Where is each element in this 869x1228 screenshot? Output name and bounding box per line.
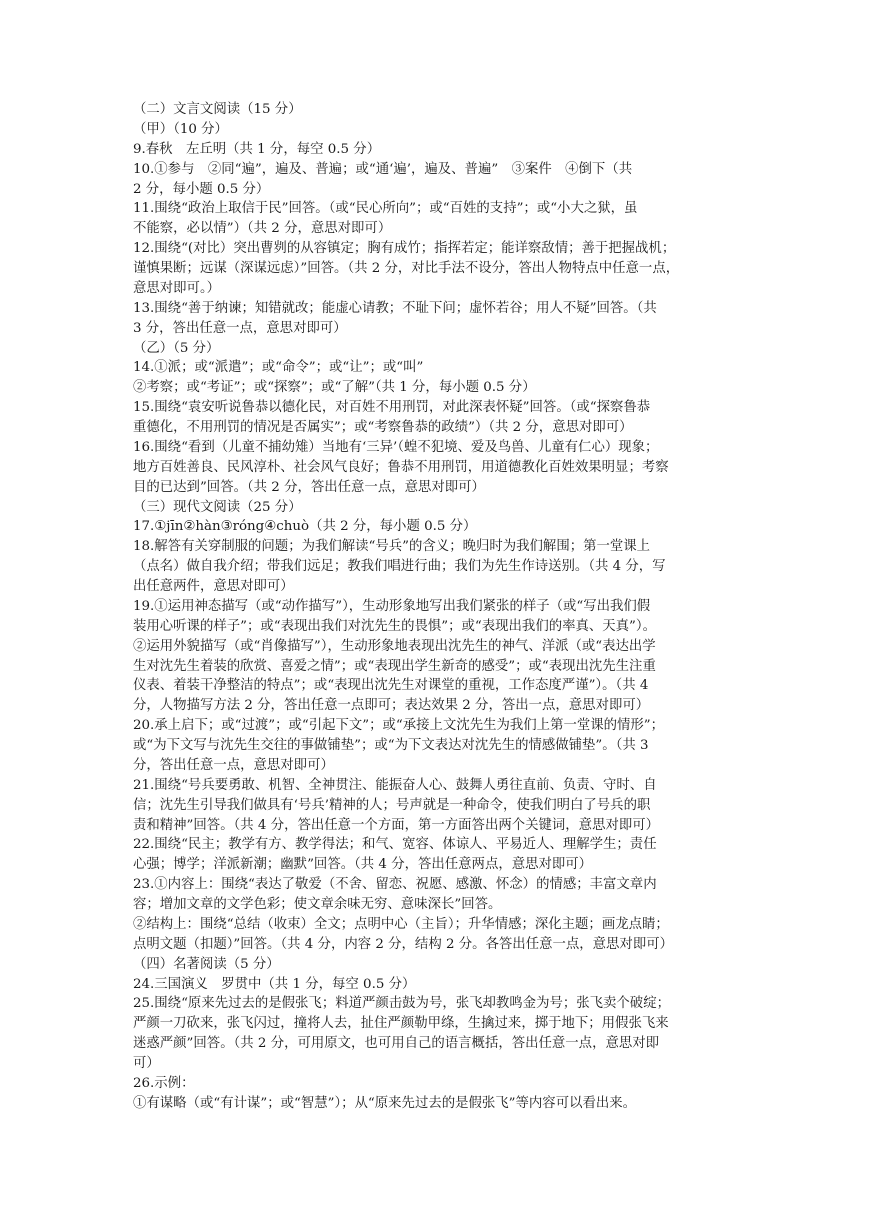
text-line: 或“为下文写与沈先生交往的事做铺垫”；或“为下文表达对沈先生的情感做铺垫”。（共 3 [133,738,649,753]
text-line: 地方百姓善良、民风淳朴、社会风气良好；鲁恭不用刑罚，用道德教化百姓效果明显；考察 [133,459,669,475]
text-line: 21.围绕“号兵要勇敢、机智、全神贯注、能振奋人心、鼓舞人勇往直前、负责、守时、自 [133,777,657,793]
text-line: 重德化，不用刑罚的情况是否属实”；或“考察鲁恭的政绩”）（共 2 分，意思对即可） [133,420,633,435]
text-line: 14.①派；或“派遣”；或“命令”；或“让”；或“叫” [133,360,424,376]
text-line: 可） [133,1056,160,1071]
text-line: （四）名著阅读（5 分） [133,956,280,972]
text-line: 生对沈先生着装的欣赏、喜爱之情”；或“表现出学生新奇的感受”；或“表现出沈先生注重 [133,658,656,674]
text-line: 不能察，必以情”）（共 2 分，意思对即可） [133,221,392,237]
text-line: （二）文言文阅读（15 分） [133,102,302,117]
text-line: 17.①jīn②hàn③róng④chuò（共 2 分，每小题 0.5 分） [133,519,477,535]
text-line: ②考察；或“考证”；或“探察”；或“了解”（共 1 分，每小题 0.5 分） [133,380,536,396]
text-line: 20.承上启下；或“过渡”；或“引起下文”；或“承接上文沈先生为我们上第一堂课的情形”； [133,718,665,734]
text-line: 谨慎果断；远谋（深谋远虑）”回答。（共 2 分，对比手法不设分，答出人物特点中任意一点， [133,261,680,276]
text-line: ①有谋略（或“有计谋”；或“智慧”）；从“原来先过去的是假张飞”等内容可以看出来。 [133,1095,637,1111]
text-line: 2 分，每小题 0.5 分） [133,181,270,197]
text-line: （三）现代文阅读（25 分） [133,499,302,515]
text-line: 装用心听课的样子”；或“表现出我们对沈先生的畏惧”；或“表现出我们的率真、天真”）。 [133,618,656,634]
text-line: 容；增加文章的文学色彩；使文章余味无穷、意味深长”回答。 [133,897,502,912]
text-line: 点明文题（扣题）”回答。（共 4 分，内容 2 分，结构 2 分。各答出任意一点，意思对即可） [133,936,673,952]
text-line: ②运用外貌描写（或“肖像描写”），生动形象地表现出沈先生的神气、洋派（或“表达出学 [133,638,656,654]
answer-key-text [133,100,745,1114]
text-line: 迷惑严颜”回答。（共 2 分，可用原文，也可用自己的语言概括，答出任意一点，意思对即 [133,1036,660,1052]
text-line: 心强；博学；洋派新潮；幽默”回答。（共 4 分，答出任意两点，意思对即可） [133,857,593,873]
text-line: 11.围绕“政治上取信于民”回答。（或“民心所向”；或“百姓的支持”；或“小大之狱，虽 [133,201,638,217]
text-line: 16.围绕“看到（儿童不捕幼雉）当地有‘三异’（蝗不犯境、爱及鸟兽、儿童有仁心）现象； [133,439,659,455]
text-line: 分，人物描写方法 2 分，答出任意一点即可；表达效果 2 分，答出一点，意思对即可） [133,698,650,714]
text-line: 22.围绕“民主；教学有方、教学得法；和气、宽容、体谅人、平易近人、理解学生；责任 [133,837,657,853]
text-line: （甲）（10 分） [133,121,228,137]
text-line: 15.围绕“袁安听说鲁恭以德化民，对百姓不用刑罚，对此深表怀疑”回答。（或“探察鲁恭 [133,400,651,416]
text-line: 分，答出任意一点，意思对即可） [133,757,334,773]
text-line: 责和精神”回答。（共 4 分，答出任意一个方面，第一方面答出两个关键词，意思对即可） [133,817,660,833]
text-line: 19.①运用神态描写（或“动作描写”），生动形象地写出我们紧张的样子（或“写出我们假 [133,598,651,614]
text-line: 12.围绕“(对比）突出曹刿的从容镇定；胸有成竹；指挥若定；能详察敌情；善于把握战机； [133,241,676,257]
text-line: 13.围绕“善于纳谏；知错就改；能虚心请教；不耻下问；虚怀若谷；用人不疑”回答。（共 [133,300,657,316]
text-line: （乙）（5 分） [133,340,220,356]
text-line: 24.三国演义 罗贯中（共 1 分，每空 0.5 分） [133,976,416,992]
text-line: 10.①参与 ②同“遍”，遍及、普遍；或“通‘遍’，遍及、普遍” ③案件 ④倒下（共 [133,161,633,177]
text-line: 信；沈先生引导我们做具有‘号兵’精神的人；号声就是一种命令，使我们明白了号兵的职 [133,797,651,813]
text-line: 26.示例： [133,1075,195,1091]
text-line: 严颜一刀砍来，张飞闪过，撞将人去，扯住严颜勒甲绦，生擒过来，掷于地下；用假张飞来 [133,1016,669,1032]
text-line: 仪表、着装干净整洁的特点”；或“表现出沈先生对课堂的重视，工作态度严谨”）。（共 4 [133,678,649,694]
text-line: 9.春秋 左丘明（共 1 分，每空 0.5 分） [133,141,381,157]
text-line: ②结构上：围绕“总结（收束）全文；点明中心（主旨）；升华情感；深化主题；画龙点睛； [133,916,669,932]
text-line: 23.①内容上：围绕“表达了敬爱（不舍、留恋、祝愿、感激、怀念）的情感；丰富文章内 [133,877,657,893]
text-line: 18.解答有关穿制服的问题；为我们解读“号兵”的含义；晚归时为我们解围；第一堂课上 [133,539,651,555]
text-line: 3 分，答出任意一点，意思对即可） [133,320,347,336]
text-line: 意思对即可。） [133,280,221,296]
text-line: （点名）做自我介绍；带我们远足；教我们唱进行曲；我们为先生作诗送别。（共 4 分，写 [133,559,666,575]
text-line: 25.围绕“原来先过去的是假张飞；料道严颜击鼓为号，张飞却教鸣金为号；张飞卖个破绽； [133,996,670,1012]
text-line: 出任意两件，意思对即可） [133,579,294,594]
text-line: 目的已达到”回答。（共 2 分，答出任意一点，意思对即可） [133,479,485,495]
